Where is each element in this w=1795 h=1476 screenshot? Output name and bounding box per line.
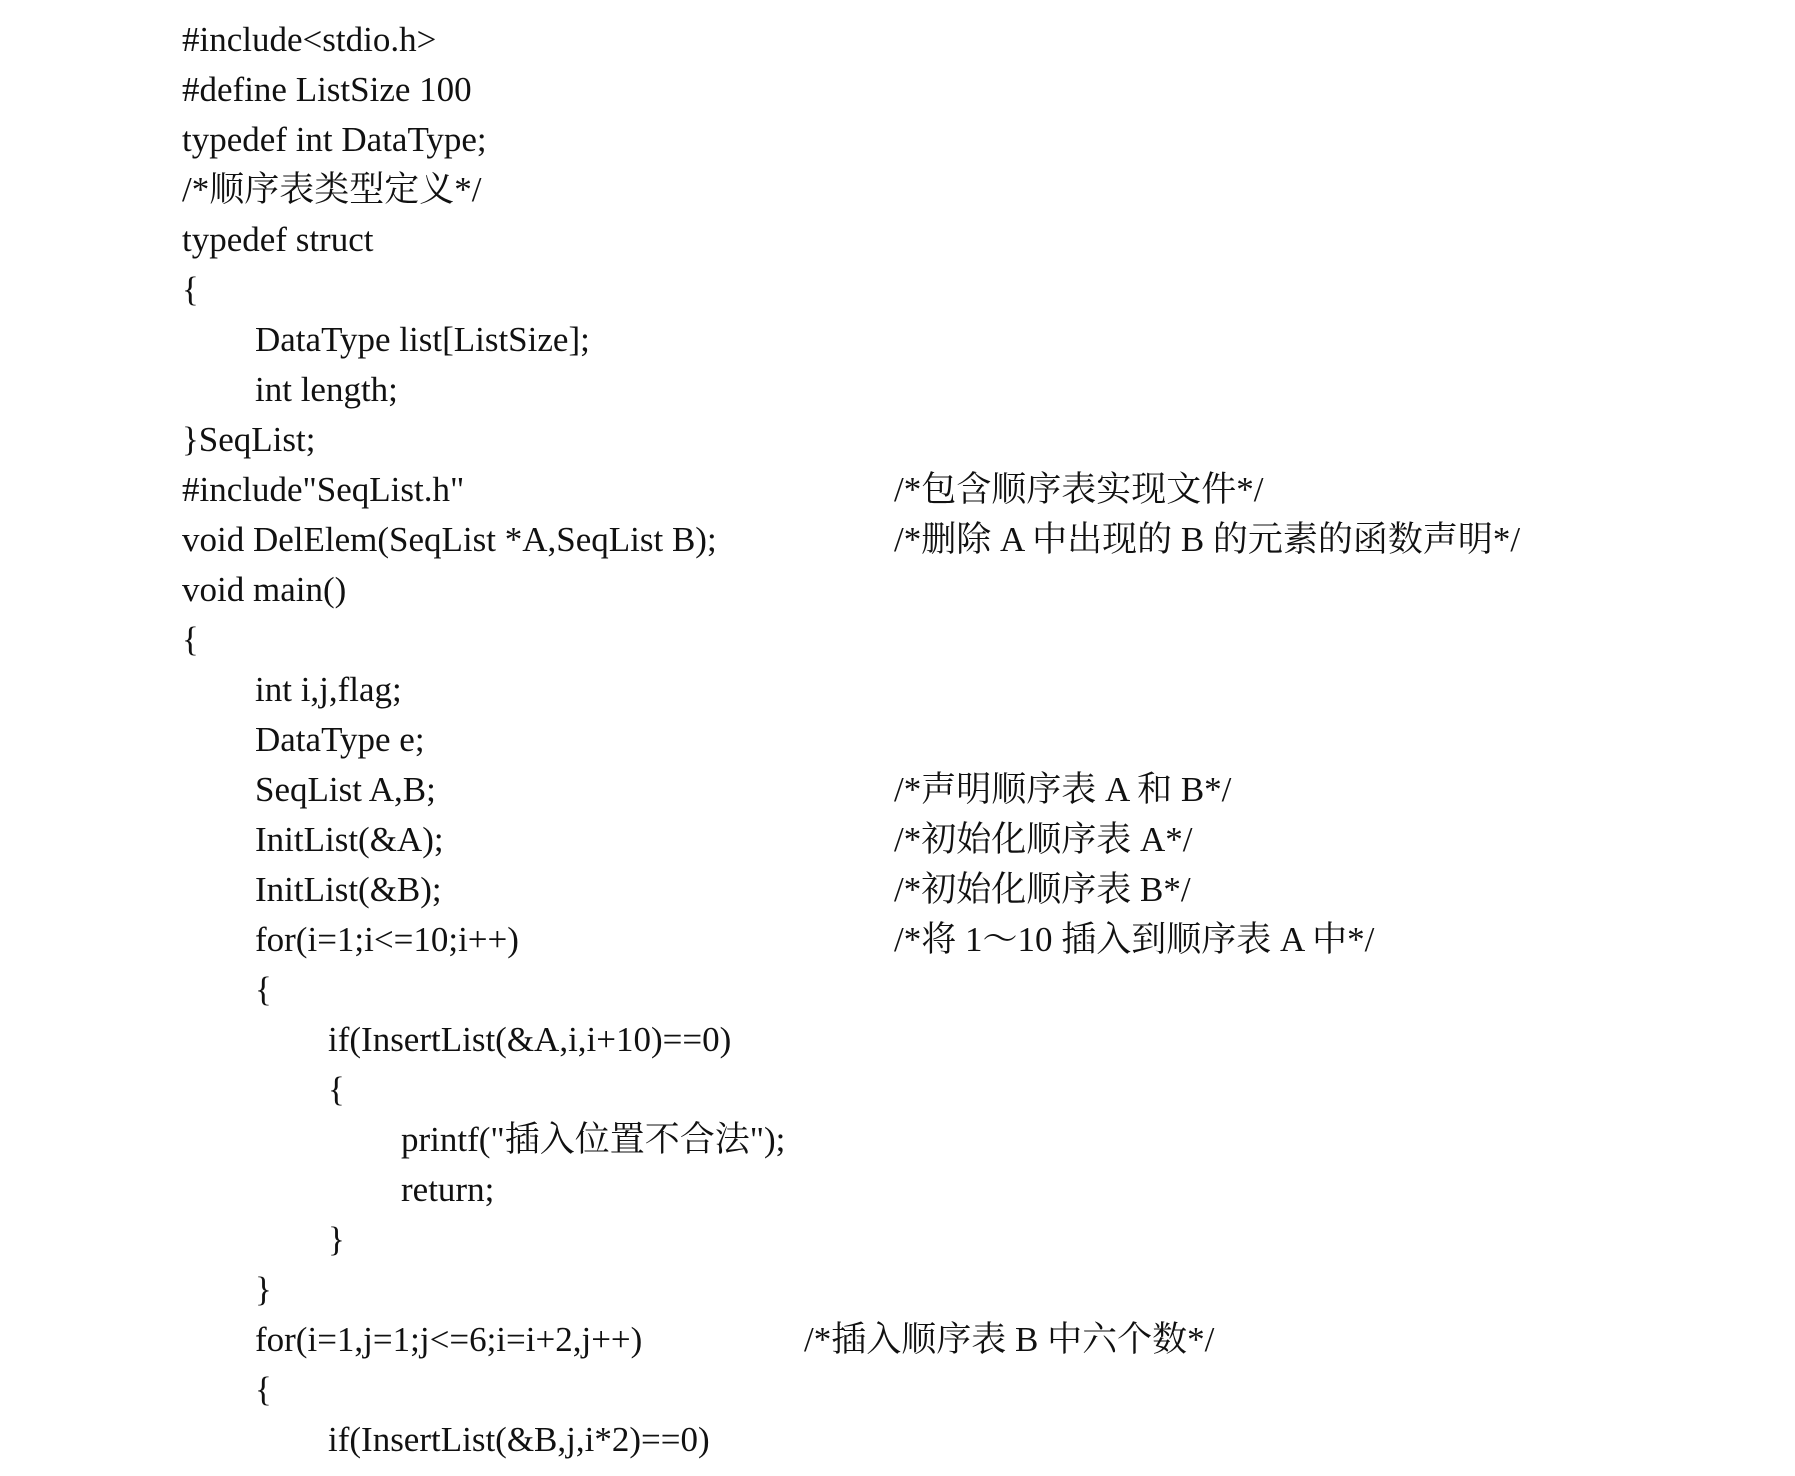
code-text: { [328,1070,345,1109]
code-comment: /*声明顺序表 A 和 B*/ [894,770,1232,809]
code-line [0,615,1795,665]
code-comment: /*将 1～10 插入到顺序表 A 中*/ [894,920,1375,959]
code-text: SeqList A,B; [255,770,436,809]
code-line [0,1415,1795,1465]
code-text: void main() [182,570,347,609]
code-text: int length; [255,370,398,409]
code-line [0,1015,1795,1065]
code-comment: /*初始化顺序表 B*/ [894,870,1191,909]
code-text: { [255,1370,272,1409]
code-text: typedef struct [182,220,374,259]
code-text: if(InsertList(&A,i,i+10)==0) [328,1020,732,1059]
code-line [0,265,1795,315]
code-text: InitList(&B); [255,870,442,909]
code-text: DataType list[ListSize]; [255,320,590,359]
code-text: } [255,1270,272,1309]
code-text: } [328,1220,345,1259]
code-line [0,1315,1795,1365]
code-line [0,515,1795,565]
code-text: void DelElem(SeqList *A,SeqList B); [182,520,717,559]
code-line [0,465,1795,515]
code-text: /*顺序表类型定义*/ [182,170,482,209]
code-line [0,165,1795,215]
code-text: #include"SeqList.h" [182,470,465,509]
code-comment: /*包含顺序表实现文件*/ [894,470,1264,509]
code-text: if(InsertList(&B,j,i*2)==0) [328,1420,710,1459]
code-line [0,665,1795,715]
code-line [0,1065,1795,1115]
code-text: typedef int DataType; [182,120,487,159]
code-comment: /*删除 A 中出现的 B 的元素的函数声明*/ [894,520,1521,559]
code-text: }SeqList; [182,420,316,459]
code-line [0,565,1795,615]
code-text: #define ListSize 100 [182,70,472,109]
code-line [0,865,1795,915]
code-line [0,115,1795,165]
code-text: for(i=1,j=1;j<=6;i=i+2,j++) [255,1320,643,1359]
code-line [0,65,1795,115]
code-text: printf("插入位置不合法"); [401,1120,786,1159]
code-text: { [182,620,199,659]
code-text: return; [401,1170,495,1209]
code-line [0,1215,1795,1265]
code-line [0,315,1795,365]
code-text: for(i=1;i<=10;i++) [255,920,519,959]
code-comment: /*初始化顺序表 A*/ [894,820,1193,859]
code-text: { [182,270,199,309]
code-line [0,1265,1795,1315]
code-line [0,215,1795,265]
code-text: InitList(&A); [255,820,444,859]
code-text: DataType e; [255,720,425,759]
code-text: #include<stdio.h> [182,20,437,59]
code-text: { [255,970,272,1009]
code-comment: /*插入顺序表 B 中六个数*/ [804,1320,1215,1359]
code-line [0,915,1795,965]
code-line [0,1115,1795,1165]
code-line [0,965,1795,1015]
code-line [0,365,1795,415]
code-line [0,765,1795,815]
code-line [0,415,1795,465]
code-text: int i,j,flag; [255,670,402,709]
code-line [0,1165,1795,1215]
code-line [0,1365,1795,1415]
code-line [0,715,1795,765]
code-line [0,815,1795,865]
code-line [0,15,1795,65]
